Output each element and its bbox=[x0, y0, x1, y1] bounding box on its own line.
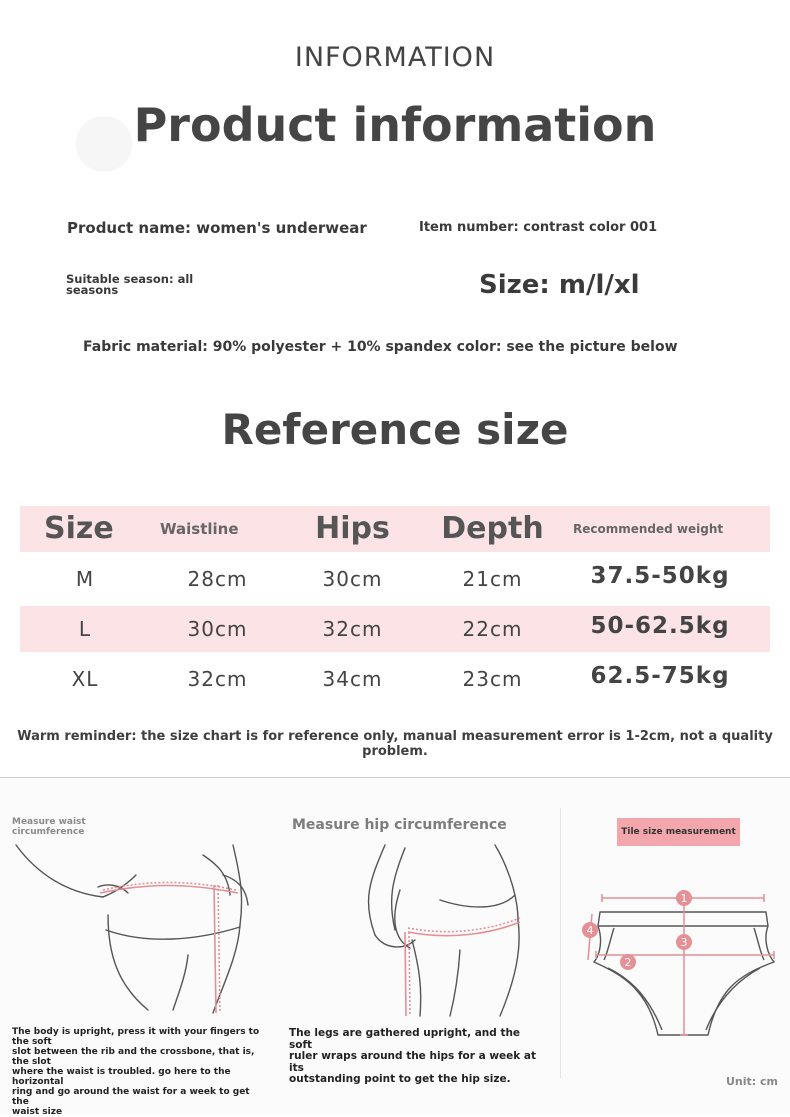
hip-caption: Measure hip circumference bbox=[292, 817, 507, 833]
cell-size: L bbox=[78, 617, 92, 641]
waist-caption bbox=[12, 817, 86, 837]
suitable-season bbox=[66, 274, 193, 296]
cell-hips: 30cm bbox=[322, 567, 383, 591]
cell-weight: 50-62.5kg bbox=[590, 613, 730, 639]
product-name: Product name: women's underwear bbox=[67, 219, 367, 237]
reference-size-title: Reference size bbox=[221, 405, 569, 454]
col-hips: Hips bbox=[315, 511, 390, 546]
waist-caption-line2: circumference bbox=[12, 827, 85, 837]
section-divider bbox=[0, 777, 790, 778]
hip-desc-line: outstanding point to get the hip size. bbox=[289, 1073, 511, 1085]
waist-instructions bbox=[12, 1027, 262, 1117]
table-header-row bbox=[20, 506, 770, 552]
waist-caption-line1: Measure waist bbox=[12, 817, 86, 827]
suitable-season-line2: seasons bbox=[66, 283, 119, 297]
cell-waistline: 28cm bbox=[187, 567, 248, 591]
cell-size: XL bbox=[71, 667, 99, 691]
table-row bbox=[20, 556, 770, 602]
waist-desc-line: The body is upright, press it with your fingers to the soft bbox=[12, 1027, 260, 1047]
section-eyebrow: INFORMATION bbox=[294, 42, 496, 73]
col-waistline: Waistline bbox=[160, 520, 239, 538]
cell-depth: 21cm bbox=[462, 567, 523, 591]
cell-weight: 37.5-50kg bbox=[590, 563, 730, 589]
col-recommended-weight: Recommended weight bbox=[573, 522, 724, 536]
col-depth: Depth bbox=[441, 511, 544, 546]
page-title: Product information bbox=[133, 98, 657, 152]
col-size: Size bbox=[44, 511, 114, 546]
hip-measure-illustration bbox=[350, 840, 535, 1018]
svg-text:4: 4 bbox=[586, 924, 594, 937]
waist-desc-line: where the waist is troubled. go here to the horizontal bbox=[12, 1067, 231, 1087]
suitable-season-line1: Suitable season: all bbox=[66, 272, 194, 286]
cell-weight: 62.5-75kg bbox=[590, 663, 730, 689]
hip-desc-line: ruler wraps around the hips for a week at its bbox=[289, 1050, 537, 1074]
svg-text:3: 3 bbox=[680, 936, 688, 949]
cell-waistline: 30cm bbox=[187, 617, 248, 641]
cell-hips: 34cm bbox=[322, 667, 383, 691]
svg-text:1: 1 bbox=[680, 892, 688, 905]
hip-desc-line: The legs are gathered upright, and the soft bbox=[289, 1027, 521, 1051]
fabric-material: Fabric material: 90% polyester + 10% spandex color: see the picture below bbox=[83, 339, 678, 355]
cell-hips: 32cm bbox=[322, 617, 383, 641]
waist-desc-line: waist size bbox=[12, 1107, 63, 1117]
flat-measure-illustration bbox=[578, 880, 783, 1040]
marker-2 bbox=[620, 954, 636, 970]
cell-depth: 23cm bbox=[462, 667, 523, 691]
marker-3 bbox=[676, 934, 692, 950]
warm-reminder: Warm reminder: the size chart is for reference only, manual measurement error is 1-2cm, not a quality problem. bbox=[17, 729, 773, 759]
waist-measure-illustration bbox=[8, 835, 268, 1020]
panel-divider bbox=[560, 808, 561, 1078]
marker-4 bbox=[582, 922, 598, 938]
table-row bbox=[20, 656, 770, 702]
cell-depth: 22cm bbox=[462, 617, 523, 641]
cell-waistline: 32cm bbox=[187, 667, 248, 691]
item-number: Item number: contrast color 001 bbox=[419, 220, 658, 235]
size-range: Size: m/l/xl bbox=[479, 270, 640, 300]
waist-desc-line: slot between the rib and the crossbone, that is, the slot bbox=[12, 1047, 255, 1067]
svg-text:2: 2 bbox=[624, 956, 632, 969]
table-row bbox=[20, 606, 770, 652]
tile-measurement-label: Tile size measurement bbox=[617, 818, 740, 846]
cell-size: M bbox=[75, 567, 95, 591]
marker-1 bbox=[676, 890, 692, 906]
waist-desc-line: ring and go around the waist for a week to get the bbox=[12, 1087, 250, 1107]
hip-instructions bbox=[289, 1028, 539, 1086]
unit-label: Unit: cm bbox=[726, 1075, 779, 1088]
